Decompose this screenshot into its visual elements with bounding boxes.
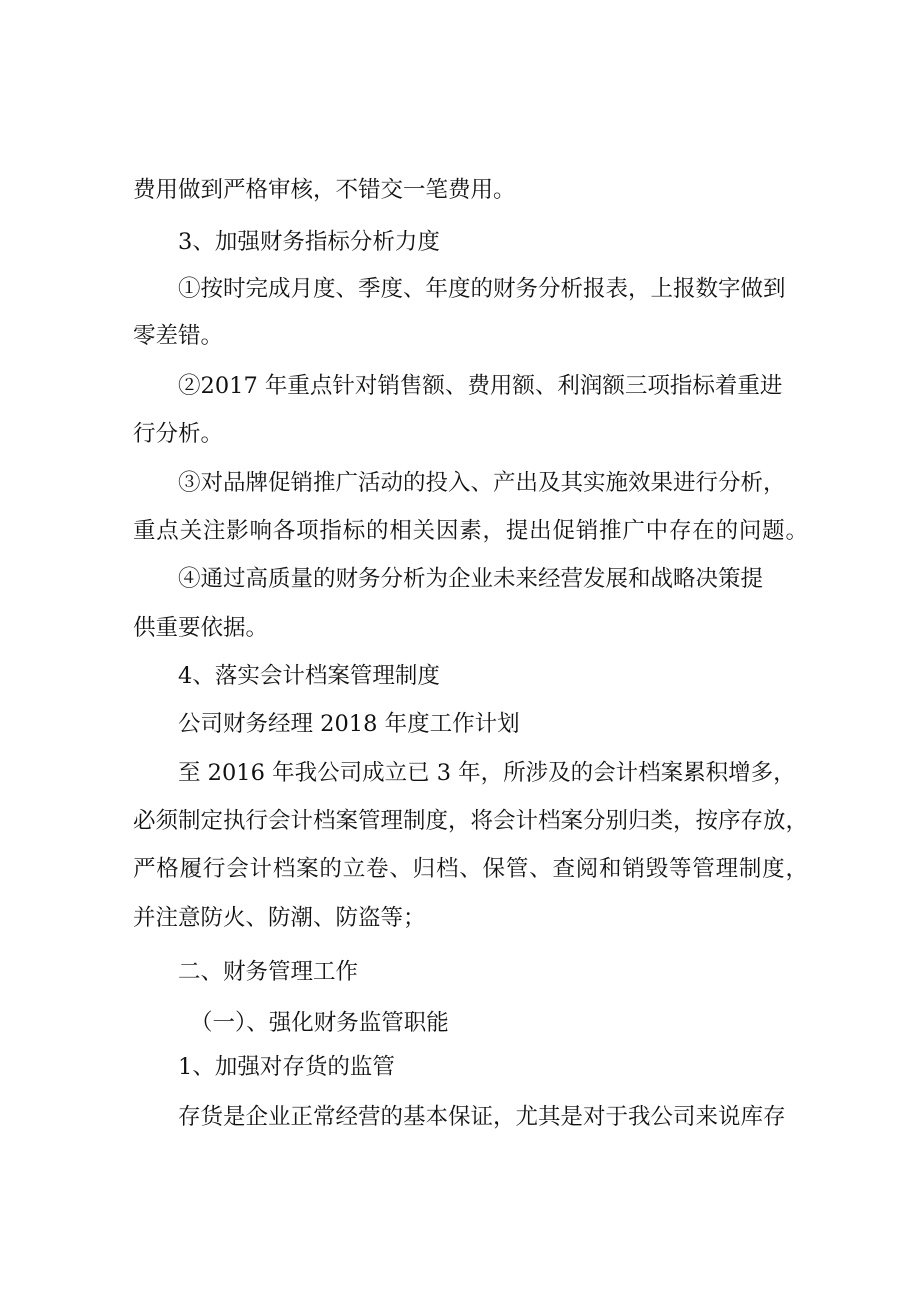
- text-line-6: 行分析。: [133, 421, 224, 447]
- text-line-7: ③对品牌促销推广活动的投入、产出及其实施效果进行分析，: [178, 470, 786, 496]
- heading-work-plan-title: 公司财务经理 2018 年度工作计划: [178, 711, 520, 737]
- text-line-3: ①按时完成月度、季度、年度的财务分析报表，上报数字做到: [178, 276, 786, 302]
- heading-4-archive-management: 4、落实会计档案管理制度: [178, 663, 440, 689]
- heading-3-indicator-analysis: 3、加强财务指标分析力度: [178, 229, 440, 255]
- heading-1-inventory-supervision: 1、加强对存货的监管: [178, 1054, 395, 1080]
- text-line-13: 至 2016 年我公司成立已 3 年，所涉及的会计档案累积增多，: [178, 760, 796, 786]
- text-line-14: 必须制定执行会计档案管理制度，将会计档案分别归类，按序存放，: [133, 808, 809, 834]
- subsection-heading-supervision: （一）、强化财务监管职能: [190, 1010, 449, 1036]
- text-line-4: 零差错。: [133, 323, 224, 349]
- text-line-9: ④通过高质量的财务分析为企业未来经营发展和战略决策提: [178, 566, 764, 592]
- text-line-5: ②2017 年重点针对销售额、费用额、利润额三项指标着重进: [178, 373, 783, 399]
- text-line-8: 重点关注影响各项指标的相关因素，提出促销推广中存在的问题。: [133, 518, 808, 544]
- text-line-1: 费用做到严格审核，不错交一笔费用。: [133, 177, 516, 203]
- text-line-20: 存货是企业正常经营的基本保证，尤其是对于我公司来说库存: [178, 1104, 786, 1130]
- text-line-10: 供重要依据。: [133, 615, 269, 641]
- text-line-16: 并注意防火、防潮、防盗等；: [133, 905, 426, 931]
- text-line-15: 严格履行会计档案的立卷、归档、保管、查阅和销毁等管理制度，: [133, 856, 808, 882]
- section-heading-financial-management: 二、财务管理工作: [178, 959, 359, 985]
